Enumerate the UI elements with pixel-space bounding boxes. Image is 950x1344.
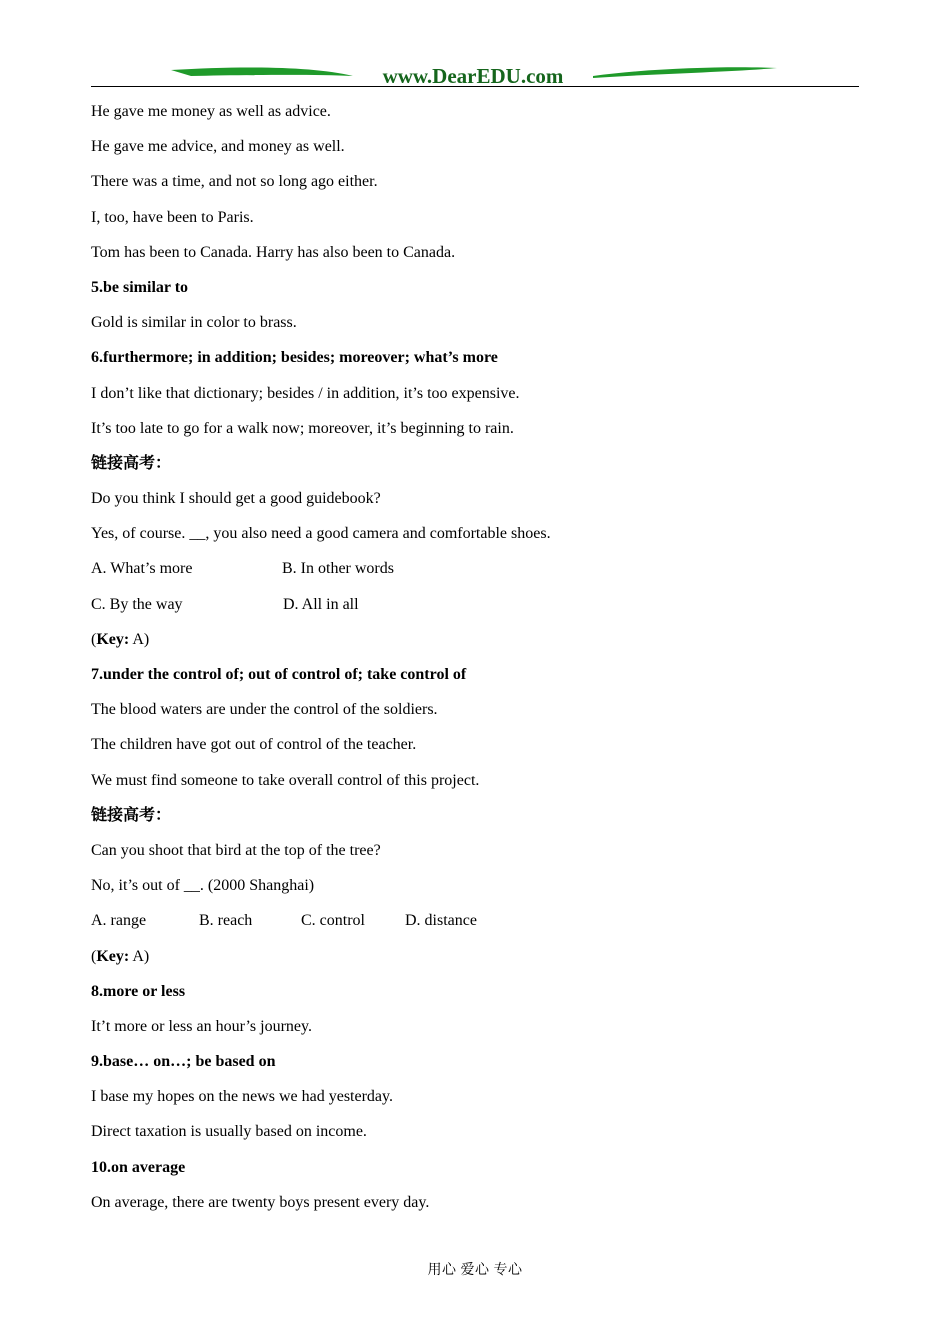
option-row — [91, 557, 859, 592]
text-line: Tom has been to Canada. Harry has also been to Canada. — [91, 243, 456, 261]
key-open: ( — [91, 630, 97, 648]
text-line: On average, there are twenty boys present every day. — [91, 1193, 430, 1211]
text-line: It’t more or less an hour’s journey. — [91, 1017, 312, 1035]
section-heading: 7.under the control of; out of control of; take control of — [91, 666, 467, 683]
section-heading: 9.base… on…; be based on — [91, 1053, 276, 1071]
option-row — [91, 909, 859, 944]
key-label: Key: — [96, 630, 130, 648]
key-label: Key: — [96, 947, 130, 965]
option-d: D. distance — [405, 912, 477, 930]
text-line: Yes, of course. __, you also need a good camera and comfortable shoes. — [91, 525, 551, 543]
text-line: There was a time, and not so long ago either. — [91, 173, 378, 191]
section-heading: 6.furthermore; in addition; besides; moreover; what’s more — [91, 349, 498, 367]
text-line: The blood waters are under the control of the soldiers. — [91, 701, 438, 719]
text-line: Direct taxation is usually based on income. — [91, 1123, 367, 1141]
document-body — [91, 100, 859, 1226]
answer-key — [91, 945, 859, 980]
option-a: A. range — [91, 912, 147, 930]
text-line: Do you think I should get a good guidebook? — [91, 490, 381, 508]
left-swoosh-icon — [171, 68, 353, 76]
section-heading: 10.on average — [91, 1158, 186, 1176]
key-answer: A) — [129, 947, 150, 965]
text-line: He gave me advice, and money as well. — [91, 138, 345, 156]
text-line: We must find someone to take overall control of this project. — [91, 771, 480, 789]
text-line: The children have got out of control of the teacher. — [91, 736, 417, 754]
key-open: ( — [91, 947, 97, 965]
text-line: It’s too late to go for a walk now; moreover, it’s beginning to rain. — [91, 419, 514, 437]
right-swoosh-icon — [593, 67, 777, 78]
exam-link-label: 链接高考： — [91, 454, 172, 472]
text-line: I, too, have been to Paris. — [91, 208, 254, 226]
option-c: C. control — [301, 912, 365, 930]
header-rule — [91, 86, 859, 87]
section-heading: 8.more or less — [91, 982, 186, 1000]
section-heading: 5.be similar to — [91, 278, 189, 296]
option-b: B. reach — [199, 912, 253, 930]
answer-key — [91, 628, 859, 663]
text-line: I don’t like that dictionary; besides / in addition, it’s too expensive. — [91, 384, 520, 402]
text-line: He gave me money as well as advice. — [91, 103, 331, 120]
exam-link-label: 链接高考： — [91, 806, 172, 824]
option-c: C. By the way — [91, 595, 183, 613]
option-a: A. What’s more — [91, 560, 193, 578]
text-line: Can you shoot that bird at the top of the tree? — [91, 841, 381, 859]
page-footer: 用心 爱心 专心 — [427, 1263, 523, 1278]
text-line: No, it’s out of __. (2000 Shanghai) — [91, 877, 315, 895]
key-answer: A) — [129, 630, 150, 648]
logo-text: www.DearEDU.com — [382, 64, 564, 88]
text-line: I base my hopes on the news we had yesterday. — [91, 1088, 393, 1106]
option-d: D. All in all — [283, 595, 359, 613]
option-b: B. In other words — [282, 560, 394, 578]
text-line: Gold is similar in color to brass. — [91, 314, 297, 332]
option-row — [91, 593, 859, 628]
